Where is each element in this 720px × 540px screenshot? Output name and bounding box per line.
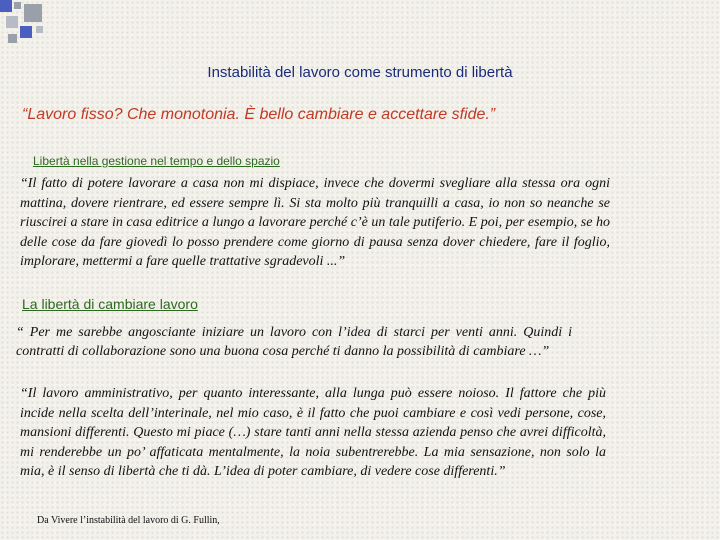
gray-square-icon (24, 4, 42, 22)
source-citation: Da Vivere l’instabilità del lavoro di G. Fullin, (37, 515, 220, 526)
section2-testimony-1: “ Per me sarebbe angosciante iniziare un lavoro con l’idea di starci per venti anni. Quindi i contratti di collaborazione sono una buona cosa perché ti danno la possibilità di cambiare …” (16, 325, 572, 359)
section2-testimony-2: “Il lavoro amministrativo, per quanto interessante, alla lunga può essere noioso. Il fattore che più incide nella scelta dell’interinale, nel mio caso, è il fatto che puoi cambiare e così vedi persone, cose, mansioni differenti. Questo mi piace (…) stare tanti anni nella stessa azienda penso che avrei difficoltà, mi renderebbe un po’ affaticata mentalmente, la noia subentrerebbe. La mia sensazione, non solo la mia, è il senso di libertà che ti dà. L’idea di poter cambiare, di vedere cose differenti.” (20, 386, 606, 480)
headline-quote: “Lavoro fisso? Che monotonia. È bello cambiare e accettare sfide.” (22, 106, 496, 123)
gray-square-icon (8, 34, 17, 43)
gray-square-icon (6, 16, 18, 28)
section1-heading: Libertà nella gestione nel tempo e dello spazio (33, 154, 280, 168)
section1-testimony: “Il fatto di potere lavorare a casa non mi dispiace, invece che dovermi svegliare alla stessa ora ogni mattina, dovere rientrare, ed essere sempre lì. Si sta molto più tranquilli a casa, io non so neanche se riuscirei a stare in casa editrice a lungo a lavorare perché c’è un tale putiferio. E poi, per esempio, se ho delle cose da fare giovedì lo posso prendere come giorno di pausa senza dover chiedere, fare il foglio, implorare, mettermi a fare quelle trattative sgradevoli ...” (20, 176, 610, 270)
gray-square-icon (14, 2, 21, 9)
slide-title: Instabilità del lavoro come strumento di libertà (207, 64, 513, 81)
blue-square-icon (0, 0, 12, 12)
blue-square-icon (20, 26, 32, 38)
decorative-squares (0, 0, 60, 60)
gray-square-icon (36, 26, 43, 33)
section2-heading: La libertà di cambiare lavoro (22, 296, 198, 312)
